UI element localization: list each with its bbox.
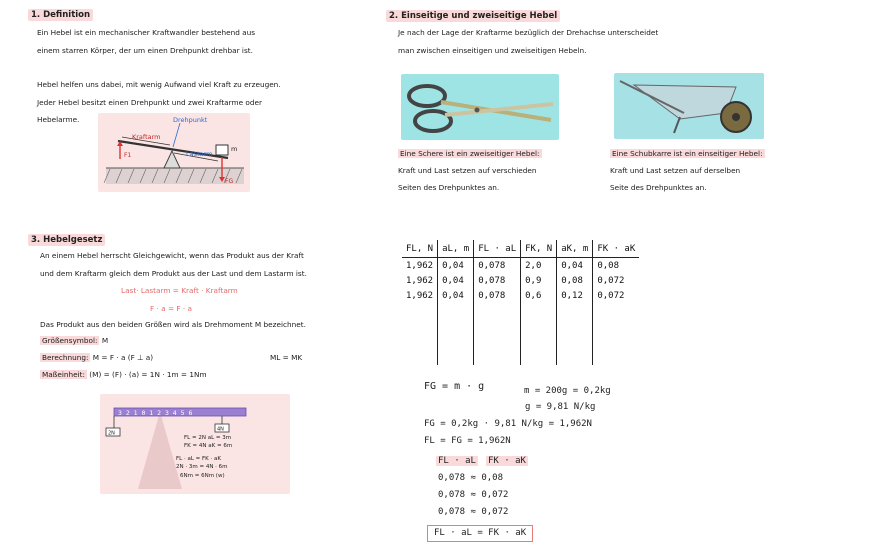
hebelgesetz-line-1: An einem Hebel herrscht Gleichgewicht, wenn das Produkt aus der Kraft <box>40 251 304 260</box>
header-fl: FL, N <box>402 240 438 258</box>
hebel-types-line-2: man zwischen einseitigen und zweiseitigen Hebeln. <box>398 46 587 55</box>
lastarm-label: Lastarm <box>186 150 213 158</box>
header-fk-ak: FK · aK <box>593 240 639 258</box>
left-weight-label: 2N <box>108 430 115 437</box>
diagram-note-1: FL = 2N aL = 3m <box>184 435 232 441</box>
fk-ak-label: FK · aK <box>488 456 526 466</box>
fl-al-label: FL · aL <box>438 456 476 466</box>
drehpunkt-label: Drehpunkt <box>173 116 208 124</box>
values-table <box>402 240 639 365</box>
calc-label: Berechnung: <box>42 353 89 362</box>
diagram-note-4: 2N · 3m = 4N · 6m <box>176 464 228 470</box>
balance-svg <box>100 394 290 494</box>
fg-calculation: FG = 0,2kg · 9,81 N/kg = 1,962N <box>424 419 592 429</box>
symbol-label: Größensymbol: <box>42 336 98 345</box>
table-row <box>402 288 639 303</box>
g-value: g = 9,81 N/kg <box>525 402 596 412</box>
mass-label: m <box>231 145 238 153</box>
table-cell: 0,04 <box>438 288 474 303</box>
scissors-line-1: Kraft und Last setzen auf verschieden <box>398 166 537 175</box>
fl-equals-fg: FL = FG = 1,962N <box>424 436 511 446</box>
calc-value: M = F · a (F ⊥ a) <box>92 353 154 362</box>
table-cell: 1,962 <box>406 275 434 286</box>
table-cell: 0,04 <box>438 273 474 288</box>
scissors-line-2: Seiten des Drehpunktes an. <box>398 183 500 192</box>
table-cell: 2,0 <box>521 258 557 274</box>
wheelbarrow-image <box>614 73 764 139</box>
formula-words: Last· Lastarm = Kraft · Kraftarm <box>121 286 238 295</box>
symbol-value: M <box>101 336 109 345</box>
section-2-heading: 2. Einseitige und zweiseitige Hebel <box>386 10 560 22</box>
definition-line-1: Ein Hebel ist ein mechanischer Kraftwandler bestehend aus <box>37 28 256 37</box>
unit-row <box>40 370 207 379</box>
kraftarm-label: Kraftarm <box>132 133 161 141</box>
wheelbarrow-line-1: Kraft und Last setzen auf derselben <box>610 166 741 175</box>
right-weight-label: 4N <box>217 426 224 433</box>
unit-value: (M) = (F) · (a) = 1N · 1m = 1Nm <box>89 370 207 379</box>
table-cell: 0,04 <box>438 258 474 274</box>
header-fl-al: FL · aL <box>474 240 521 258</box>
scissors-image <box>401 74 559 140</box>
header-ak: aK, m <box>557 240 593 258</box>
calc-row <box>40 353 153 362</box>
drehmoment-line: Das Produkt aus den beiden Größen wird als Drehmoment M bezeichnet. <box>40 320 306 329</box>
hebel-types-line-1: Je nach der Lage der Kraftarme bezüglich der Drehachse unterscheidet <box>398 28 659 37</box>
header-al: aL, m <box>438 240 474 258</box>
table-empty-row <box>402 303 639 365</box>
diagram-note-5: 6Nm = 6Nm (w) <box>180 473 225 479</box>
comparison-3: 0,078 ≈ 0,072 <box>438 507 509 517</box>
table-cell: 0,08 <box>557 273 593 288</box>
table-row <box>402 273 639 288</box>
f1-label: F1 <box>124 152 132 159</box>
table-cell: 0,12 <box>557 288 593 303</box>
wheelbarrow-line-2: Seite des Drehpunktes an. <box>610 183 707 192</box>
table-header-row <box>402 240 639 258</box>
table-cell: 1,962 <box>406 260 434 271</box>
table-cell: 0,072 <box>593 273 639 288</box>
unit-label: Maßeinheit: <box>42 370 85 379</box>
table-cell: 0,072 <box>593 288 639 303</box>
wheelbarrow-caption: Eine Schubkarre ist ein einseitiger Hebel: <box>612 149 763 158</box>
table-cell: 0,078 <box>474 273 521 288</box>
scissors-caption: Eine Schere ist ein zweiseitiger Hebel: <box>400 149 540 158</box>
table-cell: 0,6 <box>521 288 557 303</box>
definition-line-2: einem starren Körper, der um einen Drehpunkt drehbar ist. <box>37 46 253 55</box>
table-cell: 0,078 <box>474 288 521 303</box>
definition-line-3: Hebel helfen uns dabei, mit wenig Aufwand viel Kraft zu erzeugen. <box>37 80 281 89</box>
hebelgesetz-line-2: und dem Kraftarm gleich dem Produkt aus der Last und dem Lastarm ist. <box>40 269 307 278</box>
final-result-box: FL · aL = FK · aK <box>427 525 533 542</box>
comparison-2: 0,078 ≈ 0,072 <box>438 490 509 500</box>
table-cell: 0,08 <box>593 258 639 274</box>
wheelbarrow-icon <box>614 73 764 139</box>
header-fk: FK, N <box>521 240 557 258</box>
table-cell: 0,9 <box>521 273 557 288</box>
section-3-heading: 3. Hebelgesetz <box>28 234 105 246</box>
fg-label: FG <box>225 178 234 185</box>
fg-formula: FG = m · g <box>424 381 485 392</box>
lever-diagram <box>98 113 250 192</box>
definition-line-4: Jeder Hebel besitzt einen Drehpunkt und zwei Kraftarme oder <box>37 98 263 107</box>
comparison-1: 0,078 ≈ 0,08 <box>438 473 504 483</box>
scale-label: 3 2 1 0 1 2 3 4 5 6 <box>118 409 193 417</box>
scissors-icon <box>401 74 559 140</box>
table-cell: 0,04 <box>557 258 593 274</box>
ml-equals-mk: ML = MK <box>270 353 303 362</box>
lever-balance-diagram <box>100 394 290 494</box>
symbol-row <box>40 336 108 345</box>
definition-line-5: Hebelarme. <box>37 115 80 124</box>
table-cell: 1,962 <box>406 290 434 301</box>
lever-diagram-svg <box>98 113 250 192</box>
section-1-heading: 1. Definition <box>28 9 93 21</box>
table-row <box>402 258 639 274</box>
diagram-note-2: FK = 4N aK = 6m <box>184 443 233 449</box>
diagram-note-3: FL · aL = FK · aK <box>176 456 222 462</box>
mass-value: m = 200g = 0,2kg <box>524 386 611 396</box>
formula-symbols: F · a = F · a <box>150 304 193 313</box>
table-cell: 0,078 <box>474 258 521 274</box>
